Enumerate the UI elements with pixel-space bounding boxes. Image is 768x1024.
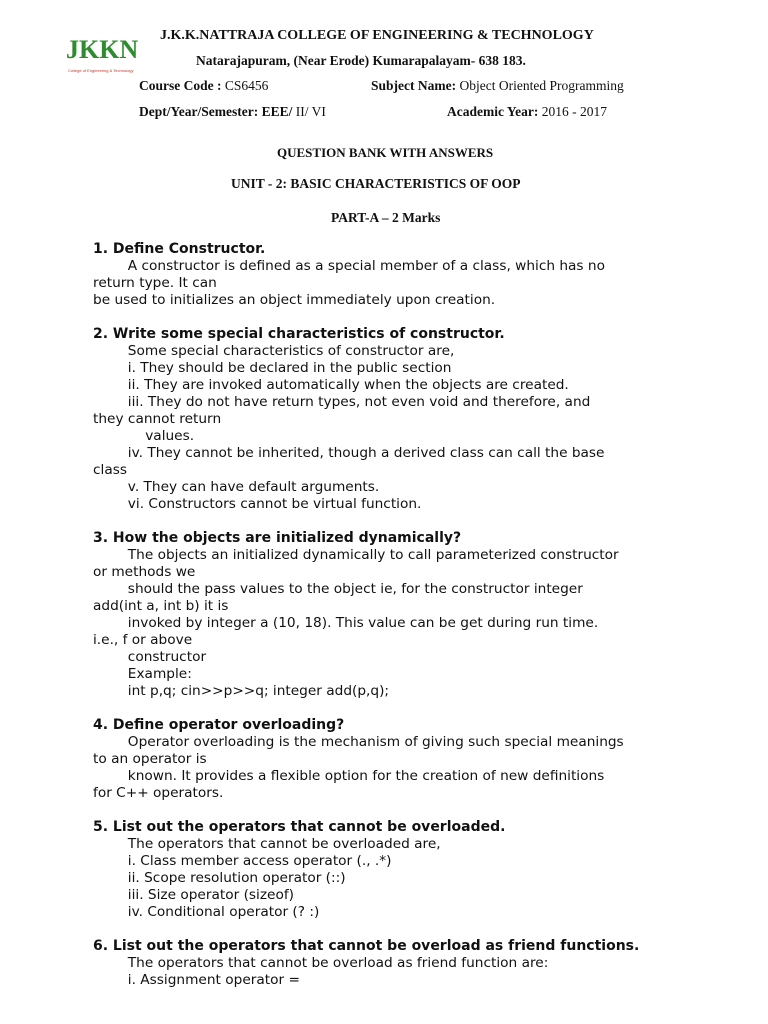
subject-label: Subject Name: <box>371 78 457 93</box>
dept-year-semester <box>139 104 326 120</box>
answer-line: The objects an initialized dynamically to call parameterized constructor <box>93 547 619 563</box>
answer-line: i. Class member access operator (., .*) <box>93 853 392 869</box>
answer-line: to an operator is <box>93 751 207 767</box>
question-heading: 3. How the objects are initialized dynamically? <box>93 530 462 546</box>
question-heading: 5. List out the operators that cannot be overloaded. <box>93 819 506 835</box>
answer-line: values. <box>93 428 195 444</box>
question-section <box>93 938 713 989</box>
part-title: PART-A – 2 Marks <box>331 210 441 225</box>
answer-line: iv. They cannot be inherited, though a derived class can call the base <box>93 445 605 461</box>
course-code-label: Course Code : <box>139 78 222 93</box>
academic-year <box>447 104 607 120</box>
question-list <box>93 241 713 1006</box>
question-section <box>93 819 713 921</box>
answer-line: int p,q; cin>>p>>q; integer add(p,q); <box>93 683 390 699</box>
answer-line: known. It provides a flexible option for the creation of new definitions <box>93 768 605 784</box>
course-code <box>139 78 268 94</box>
answer-line: add(int a, int b) it is <box>93 598 229 614</box>
college-logo <box>62 24 139 78</box>
question-section <box>93 717 713 802</box>
answer-line: invoked by integer a (10, 18). This value can be get during run time. <box>93 615 599 631</box>
answer-line: i.e., f or above <box>93 632 193 648</box>
answer-line: i. They should be declared in the public section <box>93 360 452 376</box>
question-heading: 4. Define operator overloading? <box>93 717 345 733</box>
answer-line: ii. They are invoked automatically when the objects are created. <box>93 377 569 393</box>
answer-line: Example: <box>93 666 192 682</box>
question-heading: 2. Write some special characteristics of constructor. <box>93 326 505 342</box>
answer-line: i. Assignment operator = <box>93 972 300 988</box>
answer-line: Operator overloading is the mechanism of giving such special meanings <box>93 734 624 750</box>
answer-line: A constructor is defined as a special member of a class, which has no <box>93 258 605 274</box>
dept-value: II/ VI <box>292 104 326 119</box>
answer-line: The operators that cannot be overloaded are, <box>93 836 441 852</box>
question-heading: 6. List out the operators that cannot be overload as friend functions. <box>93 938 640 954</box>
answer-line: Some special characteristics of constructor are, <box>93 343 455 359</box>
answer-line: vi. Constructors cannot be virtual function. <box>93 496 422 512</box>
logo-subtext: College of Engineering & Technology <box>68 68 134 73</box>
answer-line: class <box>93 462 127 478</box>
answer-line: ii. Scope resolution operator (::) <box>93 870 346 886</box>
academic-year-label: Academic Year: <box>447 104 539 119</box>
answer-line: return type. It can <box>93 275 217 291</box>
question-bank-title: QUESTION BANK WITH ANSWERS <box>277 145 494 160</box>
answer-line: constructor <box>93 649 207 665</box>
question-section <box>93 241 713 309</box>
question-section <box>93 326 713 513</box>
answer-line: they cannot return <box>93 411 222 427</box>
answer-line: The operators that cannot be overload as friend function are: <box>93 955 549 971</box>
answer-line: iii. They do not have return types, not even void and therefore, and <box>93 394 591 410</box>
answer-line: iv. Conditional operator (? :) <box>93 904 320 920</box>
logo-text: JKKN <box>66 35 139 64</box>
answer-line: or methods we <box>93 564 196 580</box>
dept-label: Dept/Year/Semester: EEE/ <box>139 104 293 119</box>
answer-line: should the pass values to the object ie, for the constructor integer <box>93 581 583 597</box>
academic-year-value: 2016 - 2017 <box>538 104 607 119</box>
college-name: J.K.K.NATTRAJA COLLEGE OF ENGINEERING & TECHNOLOGY <box>160 28 594 43</box>
course-code-value: CS6456 <box>221 78 269 93</box>
subject-name <box>371 78 624 94</box>
answer-line: be used to initializes an object immediately upon creation. <box>93 292 496 308</box>
subject-value: Object Oriented Programming <box>456 78 624 93</box>
answer-line: iii. Size operator (sizeof) <box>93 887 294 903</box>
question-heading: 1. Define Constructor. <box>93 241 266 257</box>
answer-line: v. They can have default arguments. <box>93 479 380 495</box>
question-section <box>93 530 713 700</box>
college-address: Natarajapuram, (Near Erode) Kumarapalayam- 638 183. <box>196 53 526 68</box>
unit-title: UNIT - 2: BASIC CHARACTERISTICS OF OOP <box>231 176 521 191</box>
answer-line: for C++ operators. <box>93 785 224 801</box>
